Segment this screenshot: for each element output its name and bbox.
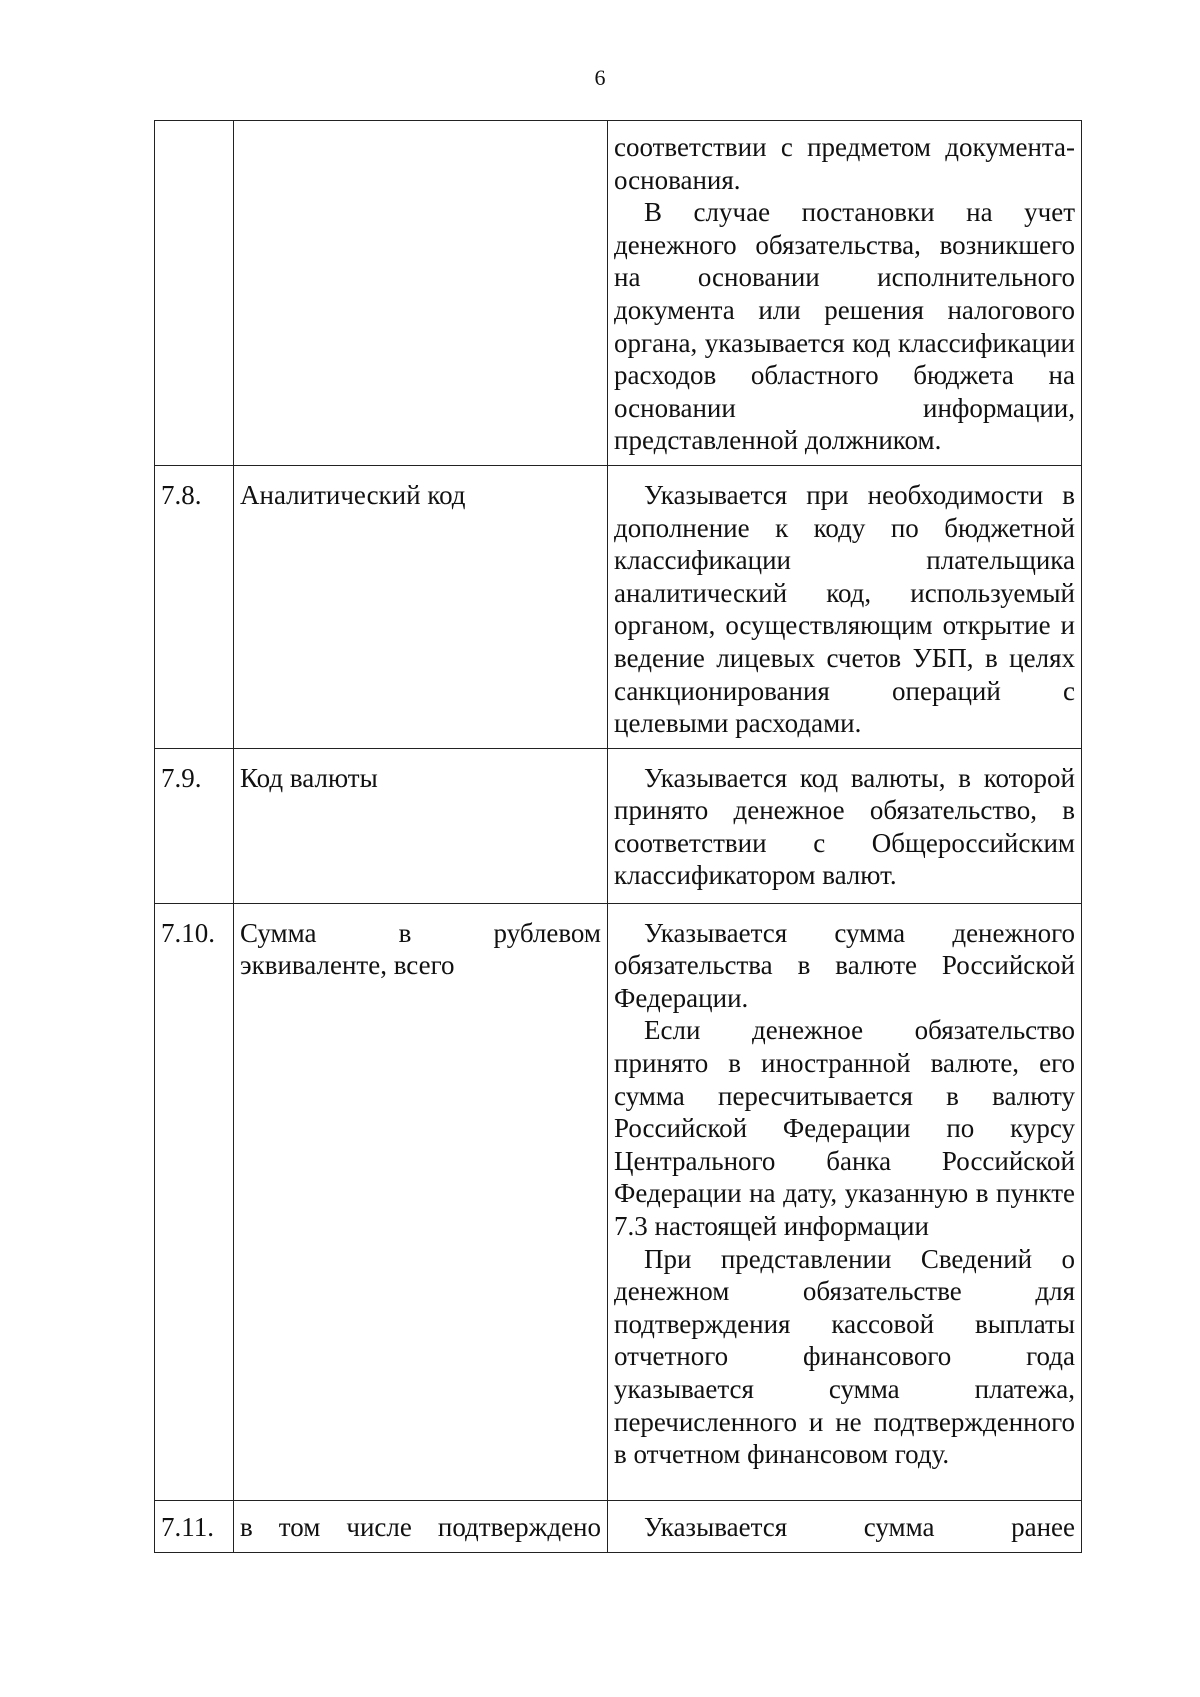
row-number-cell: 7.10. [155, 903, 234, 1500]
document-table [154, 120, 1082, 1553]
description-paragraph: Указывается код валюты, в которой принято денежное обязательство, в соответствии с Общероссийским классификатором валют. [614, 762, 1075, 891]
description-cell [608, 748, 1082, 903]
field-name-cell: Код валюты [234, 748, 608, 903]
description-cell [608, 903, 1082, 1500]
description-paragraph: Указывается сумма ранее [644, 1511, 1075, 1542]
description-cell [608, 121, 1082, 466]
description-paragraph: Если денежное обязательство принято в иностранной валюте, его сумма пересчитывается в валюту Российской Федерации по курсу Центрального банка Российской Федерации на дату, указанную в пункте 7.3 настоящей информации [614, 1015, 1075, 1242]
row-number-cell: 7.11. [155, 1500, 234, 1552]
field-name-cell: Аналитический код [234, 465, 608, 748]
row-number-cell [155, 121, 234, 466]
description-paragraph: В случае постановки на учет денежного обязательства, возникшего на основании исполнительного документа или решения налогового органа, указывается код классификации расходов областного бюджета на основании информации, представленной должником. [614, 197, 1075, 456]
field-name-cell: Сумма в рублевом эквиваленте, всего [234, 903, 608, 1500]
field-name-cell [234, 121, 608, 466]
table-row [155, 903, 1082, 1500]
table-row [155, 1500, 1082, 1552]
description-paragraph: соответствии с предметом документа-основания. [614, 132, 1075, 195]
row-number-cell: 7.9. [155, 748, 234, 903]
table-row [155, 465, 1082, 748]
description-cell [608, 465, 1082, 748]
description-paragraph: Указывается сумма денежного обязательства в валюте Российской Федерации. [614, 917, 1075, 1013]
description-paragraph: Указывается при необходимости в дополнение к коду по бюджетной классификации плательщика аналитический код, используемый органом, осуществляющим открытие и ведение лицевых счетов УБП, в целях санкционирования операций с целевыми расходами. [614, 479, 1075, 739]
field-name-text: в том числе подтверждено [240, 1511, 601, 1542]
row-number-cell: 7.8. [155, 465, 234, 748]
table-row [155, 121, 1082, 466]
table-row [155, 748, 1082, 903]
field-name-cell [234, 1500, 608, 1552]
description-cell [608, 1500, 1082, 1552]
page-number: 6 [594, 65, 606, 90]
description-paragraph: При представлении Сведений о денежном обязательстве для подтверждения кассовой выплаты отчетного финансового года указывается сумма платежа, перечисленного и не подтвержденного в отчетном финансовом году. [614, 1243, 1075, 1470]
